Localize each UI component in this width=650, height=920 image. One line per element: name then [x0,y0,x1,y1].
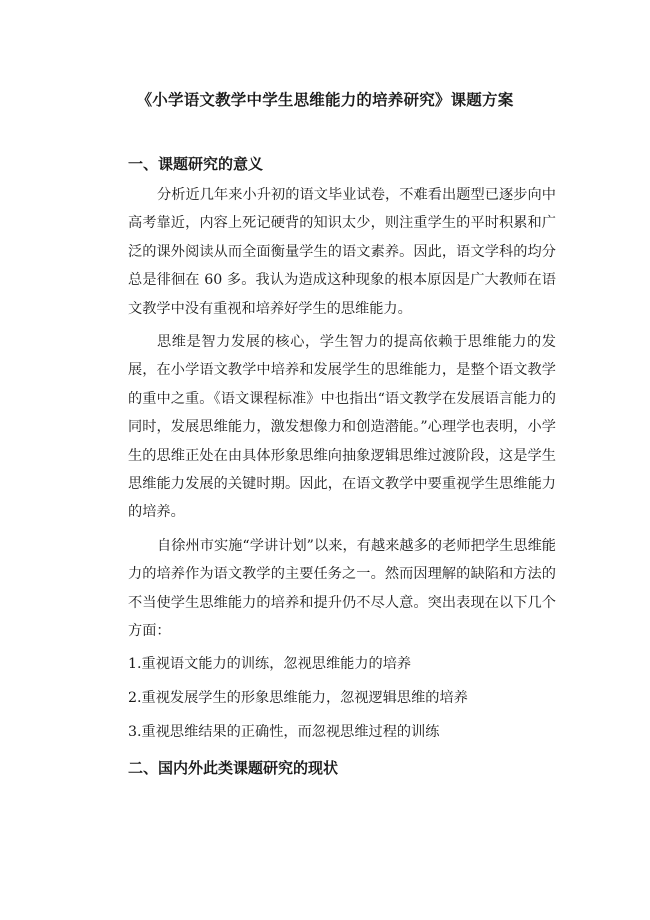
section-heading-significance: 一、课题研究的意义 [128,155,264,173]
list-item: 3.重视思维结果的正确性，而忽视思维过程的训练 [128,723,440,740]
paragraph-1: 分析近几年来小升初的语文毕业试卷，不难看出题型已逐步向中高考靠近，内容上死记硬背的知识太少，则注重学生的平时积累和广泛的课外阅读从而全面衡量学生的语文素养。因此，语文学科的均分总是徘徊在 60 多。我认为造成这种现象的根本原因是广大教师在语文教学中没有重视和培养好学生的思维能力。 [128,187,556,317]
section-heading-research-status: 二、国内外此类课题研究的现状 [128,758,339,777]
list-item: 1.重视语文能力的训练，忽视思维能力的培养 [128,655,412,672]
paragraph-3: 自徐州市实施“学讲计划”以来，有越来越多的老师把学生思维能力的培养作为语文教学的主要任务之一。然而因理解的缺陷和方法的不当使学生思维能力的培养和提升仍不尽人意。突出表现在以下几个方面： [128,537,556,640]
list-item: 2.重视发展学生的形象思维能力，忽视逻辑思维的培养 [128,689,468,706]
problem-list [128,647,556,749]
paragraph-2: 思维是智力发展的核心，学生智力的提高依赖于思维能力的发展，在小学语文教学中培养和发展学生的思维能力，是整个语文教学的重中之重。《语文课程标准》中也指出“语文教学在发展语言能力的同时，发展思维能力，激发想像力和创造潜能。”心理学也表明，小学生的思维正处在由具体形象思维向抽象逻辑思维过渡阶段，这是学生思维能力发展的关键时期。因此，在语文教学中要重视学生思维能力的培养。 [128,334,556,521]
document-body [128,150,556,782]
document-title: 《小学语文教学中学生思维能力的培养研究》课题方案 [136,91,514,109]
